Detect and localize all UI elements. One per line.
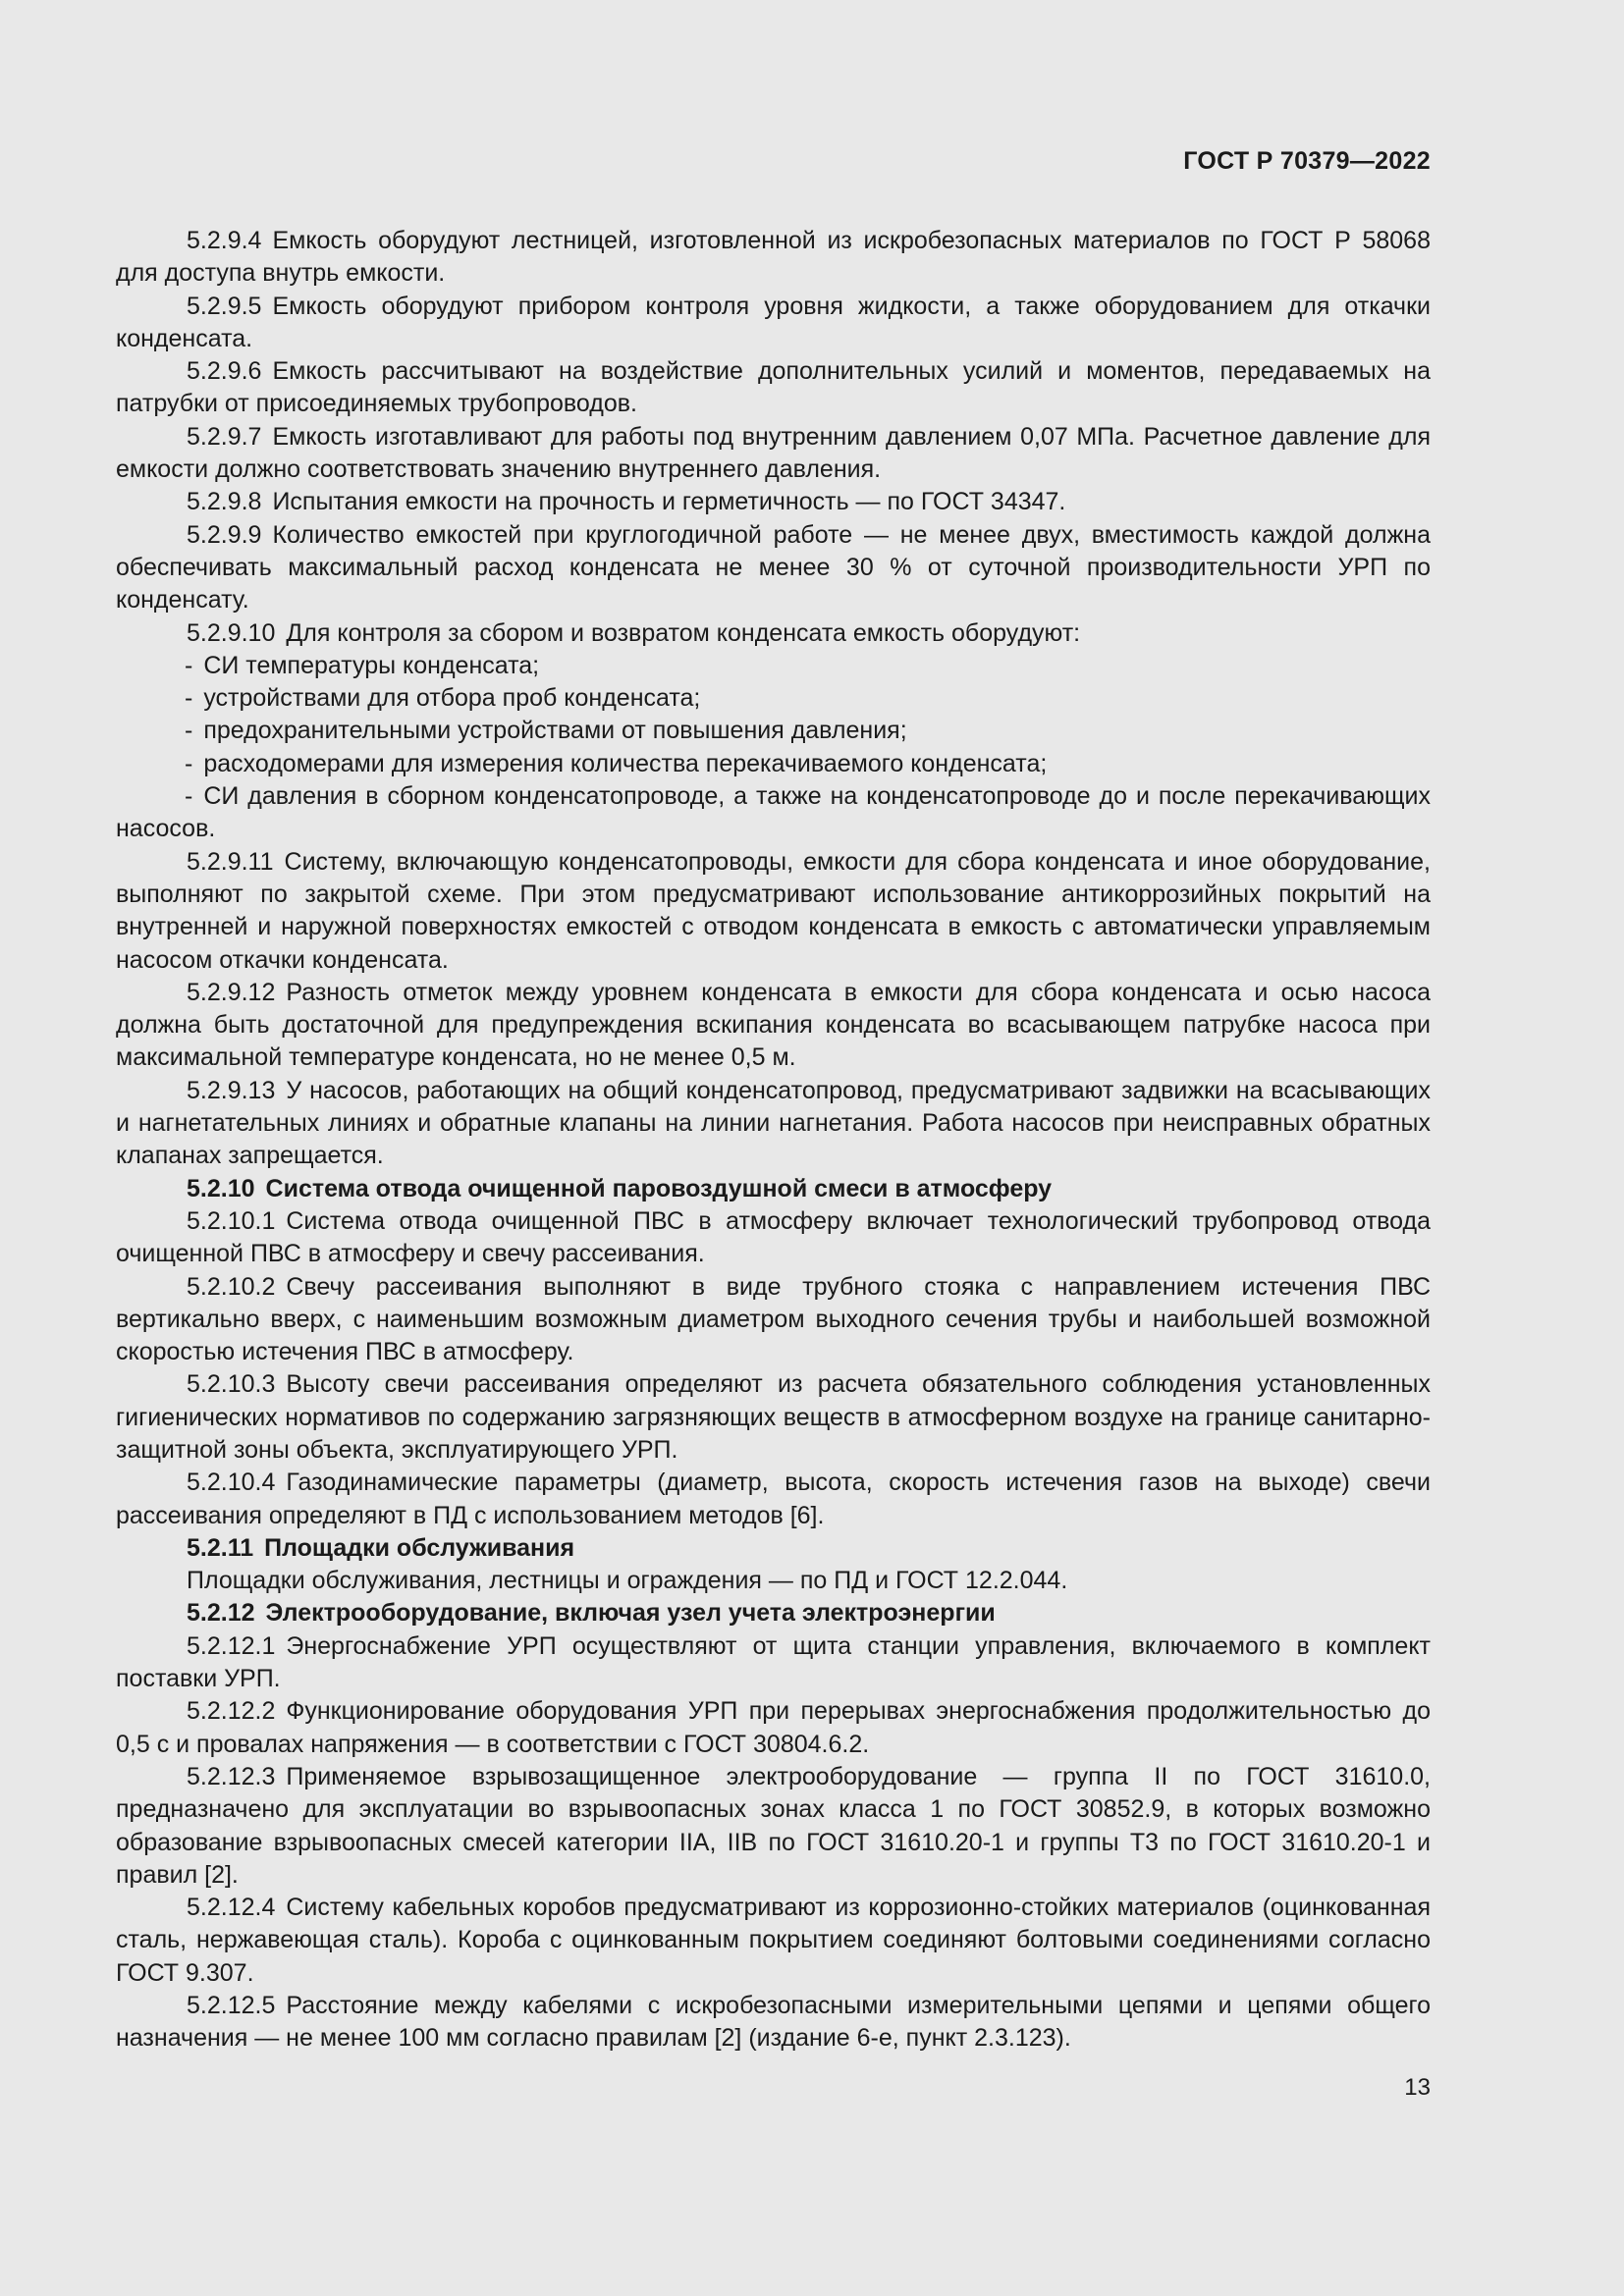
paragraph-text: Емкость оборудуют лестницей, изготовленной из искробезопасных материалов по ГОСТ Р 58068 для доступа внутрь емкости.: [116, 227, 1431, 288]
paragraph-5-2-9-11: [116, 846, 1431, 977]
paragraph-5-2-10-1: [116, 1205, 1431, 1271]
paragraph-text: Емкость изготавливают для работы под внутренним давлением 0,07 МПа. Расчетное давление для емкости должно соответствовать значению внутреннего давления.: [116, 422, 1431, 484]
paragraph-text: Высоту свечи рассеивания определяют из расчета обязательного соблюдения установленных гигиенических нормативов по содержанию загрязняющих веществ в атмосферном воздухе на границе санитарно-защитной зоны объекта, эксплуатирующего УРП.: [116, 1370, 1431, 1464]
list-item-text: расходомерами для измерения количества перекачиваемого конденсата;: [203, 749, 1048, 777]
list-item-text: предохранительными устройствами от повышения давления;: [203, 717, 907, 745]
paragraph-5-2-10-3: [116, 1368, 1431, 1467]
list-dash: -: [185, 749, 193, 777]
paragraph-5-2-9-10: [116, 617, 1431, 650]
paragraph-text: Емкость рассчитывают на воздействие дополнительных усилий и моментов, передаваемых на патрубки от присоединяемых трубопроводов.: [116, 357, 1431, 418]
paragraph-number: 5.2.9.8: [187, 488, 262, 516]
paragraph-text: Емкость оборудуют прибором контроля уровня жидкости, а также оборудованием для откачки конденсата.: [116, 292, 1431, 352]
paragraph-text: Разность отметок между уровнем конденсата в емкости для сбора конденсата и осью насоса должна быть достаточной для предупреждения вскипания конденсата во всасывающем патрубке насоса при максимальной температуре конденсата, но не менее 0,5 м.: [116, 978, 1431, 1072]
paragraph-number: 5.2.9.5: [187, 292, 262, 320]
paragraph-number: 5.2.12.4: [187, 1894, 276, 1922]
list-item: [116, 780, 1431, 846]
paragraph-number: 5.2.9.10: [187, 618, 276, 647]
section-number: 5.2.10: [187, 1174, 255, 1202]
paragraph-text: Систему кабельных коробов предусматривают из коррозионно-стойких материалов (оцинкованная сталь, нержавеющая сталь). Короба с оцинкованным покрытием соединяют болтовыми соединениями согласно ГОСТ 9.307.: [116, 1894, 1431, 1987]
paragraph-5-2-9-13: [116, 1075, 1431, 1173]
paragraph-text: Испытания емкости на прочность и герметичность — по ГОСТ 34347.: [272, 488, 1066, 516]
list-item: [116, 682, 1431, 715]
section-number: 5.2.12: [187, 1599, 255, 1628]
section-title: Площадки обслуживания: [264, 1533, 575, 1562]
paragraph-number: 5.2.12.2: [187, 1697, 276, 1726]
paragraph-text: Система отвода очищенной ПВС в атмосферу включает технологический трубопровод отвода очищенной ПВС в атмосферу и свечу рассеивания.: [116, 1206, 1431, 1268]
paragraph-5-2-9-7: [116, 421, 1431, 487]
paragraph-5-2-9-5: [116, 291, 1431, 356]
paragraph-text: Расстояние между кабелями с искробезопасными измерительными цепями и цепями общего назначения — не менее 100 мм согласно правилам [2] (издание 6-е, пункт 2.3.123).: [116, 1992, 1431, 2053]
paragraph-text: Свечу рассеивания выполняют в виде трубного стояка с направлением истечения ПВС вертикально вверх, с наименьшим возможным диаметром выходного сечения трубы и наибольшей возможной скоростью истечения ПВС в атмосферу.: [116, 1272, 1431, 1366]
paragraph-text: Систему, включающую конденсатопроводы, емкости для сбора конденсата и иное оборудование, выполняют по закрытой схеме. При этом предусматривают использование антикоррозийных покрытий на внутренней и наружной поверхностях емкостей с отводом конденсата в емкость с автоматически управляемым насосом откачки конденсата.: [116, 847, 1431, 974]
paragraph-5-2-12-4: [116, 1892, 1431, 1990]
document-body: [116, 225, 1431, 2056]
paragraph-number: 5.2.10.4: [187, 1468, 276, 1497]
paragraph-number: 5.2.10.1: [187, 1206, 276, 1235]
section-title: Электрооборудование, включая узел учета электроэнергии: [265, 1599, 996, 1628]
paragraph-5-2-12-2: [116, 1695, 1431, 1761]
list-item: [116, 650, 1431, 682]
paragraph-text: Функционирование оборудования УРП при перерывах энергоснабжения продолжительностью до 0,5 с и провалах напряжения — в соответствии с ГОСТ 30804.6.2.: [116, 1697, 1431, 1758]
section-heading-5-2-11: [116, 1532, 1431, 1565]
paragraph-text: Энергоснабжение УРП осуществляют от щита станции управления, включаемого в комплект поставки УРП.: [116, 1631, 1431, 1693]
page-number: 13: [1404, 2074, 1431, 2101]
paragraph-5-2-9-4: [116, 225, 1431, 291]
paragraph-text: Площадки обслуживания, лестницы и ограждения — по ПД и ГОСТ 12.2.044.: [187, 1567, 1068, 1595]
paragraph-number: 5.2.10.2: [187, 1272, 276, 1301]
paragraph-text: Газодинамические параметры (диаметр, высота, скорость истечения газов на выходе) свечи рассеивания определяют в ПД с использованием методов [6].: [116, 1468, 1431, 1529]
paragraph-5-2-9-6: [116, 355, 1431, 421]
paragraph-5-2-12-3: [116, 1761, 1431, 1892]
section-heading-5-2-12: [116, 1597, 1431, 1629]
list-item-text: СИ давления в сборном конденсатопроводе, а также на конденсатопроводе до и после перекачивающих насосов.: [116, 782, 1431, 843]
paragraph-text: Количество емкостей при круглогодичной работе — не менее двух, вместимость каждой должна обеспечивать максимальный расход конденсата не менее 30 % от суточной производительности УРП по конденсату.: [116, 520, 1431, 614]
list-dash: -: [185, 684, 193, 713]
list-dash: -: [185, 782, 193, 811]
paragraph-5-2-10-4: [116, 1467, 1431, 1532]
paragraph-number: 5.2.9.7: [187, 422, 262, 451]
paragraph-5-2-9-9: [116, 519, 1431, 617]
paragraph-5-2-11-body: [116, 1565, 1431, 1597]
paragraph-text: Применяемое взрывозащищенное электрооборудование — группа II по ГОСТ 31610.0, предназначено для эксплуатации во взрывоопасных зонах класса 1 по ГОСТ 30852.9, в которых возможно образование взрывоопасных смесей категории IIA, IIB по ГОСТ 31610.20-1 и группы Т3 по ГОСТ 31610.20-1 и правил [2].: [116, 1762, 1431, 1889]
paragraph-number: 5.2.9.12: [187, 978, 276, 1006]
list-item-text: СИ температуры конденсата;: [203, 651, 540, 679]
section-heading-5-2-10: [116, 1173, 1431, 1205]
paragraph-5-2-12-1: [116, 1630, 1431, 1696]
list-item: [116, 748, 1431, 780]
list-dash: -: [185, 717, 193, 745]
list-dash: -: [185, 651, 193, 679]
paragraph-number: 5.2.9.11: [187, 847, 274, 876]
paragraph-5-2-12-5: [116, 1990, 1431, 2056]
section-number: 5.2.11: [187, 1533, 254, 1562]
paragraph-number: 5.2.9.9: [187, 520, 262, 549]
paragraph-5-2-9-8: [116, 486, 1431, 518]
list-item-text: устройствами для отбора проб конденсата;: [203, 684, 701, 713]
document-header: ГОСТ Р 70379—2022: [1183, 147, 1431, 175]
list-item: [116, 715, 1431, 747]
paragraph-number: 5.2.12.1: [187, 1631, 276, 1660]
paragraph-text: Для контроля за сбором и возвратом конденсата емкость оборудуют:: [286, 618, 1081, 647]
paragraph-5-2-9-12: [116, 977, 1431, 1075]
paragraph-text: У насосов, работающих на общий конденсатопровод, предусматривают задвижки на всасывающих и нагнетательных линиях и обратные клапаны на линии нагнетания. Работа насосов при неисправных обратных клапанах запрещается.: [116, 1076, 1431, 1170]
paragraph-number: 5.2.9.13: [187, 1076, 276, 1104]
paragraph-number: 5.2.9.6: [187, 357, 262, 386]
paragraph-number: 5.2.12.3: [187, 1762, 276, 1790]
paragraph-number: 5.2.12.5: [187, 1992, 276, 2020]
paragraph-5-2-10-2: [116, 1271, 1431, 1369]
paragraph-number: 5.2.10.3: [187, 1370, 276, 1399]
section-title: Система отвода очищенной паровоздушной смеси в атмосферу: [265, 1174, 1053, 1202]
paragraph-number: 5.2.9.4: [187, 227, 262, 254]
